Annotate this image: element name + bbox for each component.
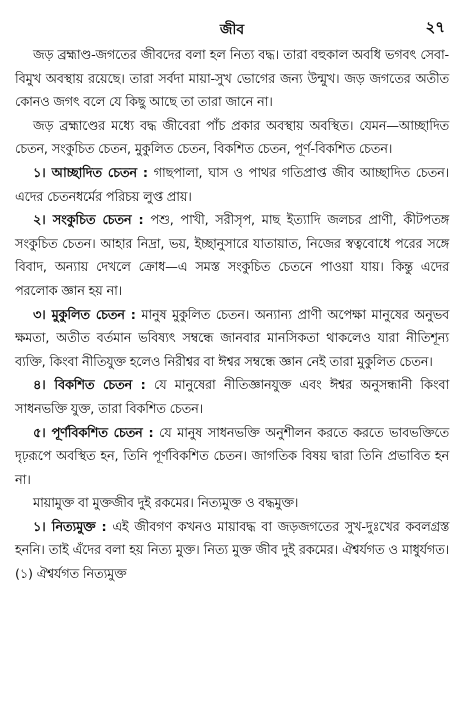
paragraph [15,492,449,516]
paragraph-term: ২। সংকুচিত চেতন : [33,213,144,229]
paragraph [15,209,449,303]
paragraph-text: যে মানুষ সাধনভক্তি অনুশীলন করতে করতে ভাবভক্তিতে দৃঢ়রূপে অবস্থিত হন, তিনি পূর্ণবিকশিত চেতন। জাগতিক বিষয় দ্বারা তিনি প্রভাবিত হন না। [15,425,449,488]
paragraph [15,115,449,162]
paragraph-text: জড় ব্রহ্মাণ্ডের মধ্যে বদ্ধ জীবেরা পাঁচ প্রকার অবস্থায় অবস্থিত। যেমন—আচ্ছাদিত চেতন, সংকুচিত চেতন, মুকুলিত চেতন, বিকশিত চেতন, পূর্ণ-বিকশিত চেতন। [15,118,449,158]
running-title: জীব [219,22,245,38]
paragraph-text: মানুষ মুকুলিত চেতন। অন্যান্য প্রাণী অপেক্ষা মানুষের অনুভব ক্ষমতা, অতীত বর্তমান ভবিষ্যৎ সম্বন্ধে জানবার মানসিকতা থাকলেও যারা নীতিশূন্য ব্যক্তি, কিংবা নীতিযুক্ত হলেও নিরীশ্বর বা ঈশ্বর সম্বন্ধে জ্ঞান নেই তারা মুকুলিত চেতন। [15,307,450,370]
paragraph-text: যে মানুষেরা নীতিজ্ঞানযুক্ত এবং ঈশ্বর অনুসন্ধানী কিংবা সাধনভক্তি যুক্ত, তারা বিকশিত চেতন। [15,378,450,417]
page-number: ২৭ [425,18,445,36]
paragraph-text: গাছপালা, ঘাস ও পাথর গতিপ্রাপ্ত জীব আচ্ছাদিত চেতন। এদের চেতনধর্মের পরিচয় লুপ্ত প্রায়। [15,165,450,205]
paragraph-term: ১। আচ্ছাদিত চেতন : [33,165,148,181]
paragraph [15,304,449,375]
paragraph [15,374,449,421]
page-header [15,14,449,44]
paragraph-term: ৪। বিকশিত চেতন : [33,378,146,394]
paragraph-text: মায়ামুক্ত বা মুক্তজীব দুই রকমের। নিত্যমুক্ত ও বদ্ধমুক্ত। [33,496,299,512]
paragraph [15,162,449,209]
paragraph [15,44,449,115]
paragraph-text: এই জীবগণ কখনও মায়াবদ্ধ বা জড়জগতের সুখ-দুঃখের কবলগ্রস্ত হননি। তাই এঁদের বলা হয় নিত্য মুক্ত। নিত্য মুক্ত জীব দুই রকমের। ঐশ্বর্যগত ও মাধুর্যগত। (১) ঐশ্বর্যগত নিত্যমুক্ত [15,519,449,583]
paragraph [15,516,449,587]
paragraph-term: ৫। পূর্ণবিকশিত চেতন : [33,425,154,441]
paragraph-text: পশু, পাখী, সরীসৃপ, মাছ ইত্যাদি জলচর প্রাণী, কীটপতঙ্গ সংকুচিত চেতন। আহার নিদ্রা, ভয়, ইচ্ছানুসারে যাতায়াত, নিজের স্বত্ববোধে পরের সঙ্গে বিবাদ, অন্যায় দেখলে ক্রোধ—এ সমস্ত সংকুচিত চেতনে পাওয়া যায়। কিন্তু এদের পরলোক জ্ঞান হয় না। [15,213,450,299]
body-text [15,44,449,587]
paragraph [15,422,449,493]
paragraph-text: জড় ব্রহ্মাণ্ড-জগতের জীবদের বলা হল নিত্য বদ্ধ। তারা বহুকাল অবধি ভগবৎ সেবা-বিমুখ অবস্থায় রয়েছে। তারা সর্বদা মায়া-সুখ ভোগের জন্য উন্মুখ। জড় জগতের অতীত কোনও জগৎ বলে যে কিছু আছে তা তারা জানে না। [15,48,449,111]
paragraph-term: ৩। মুকুলিত চেতন : [33,307,136,323]
paragraph-term: ১। নিত্যমুক্ত : [33,519,107,535]
